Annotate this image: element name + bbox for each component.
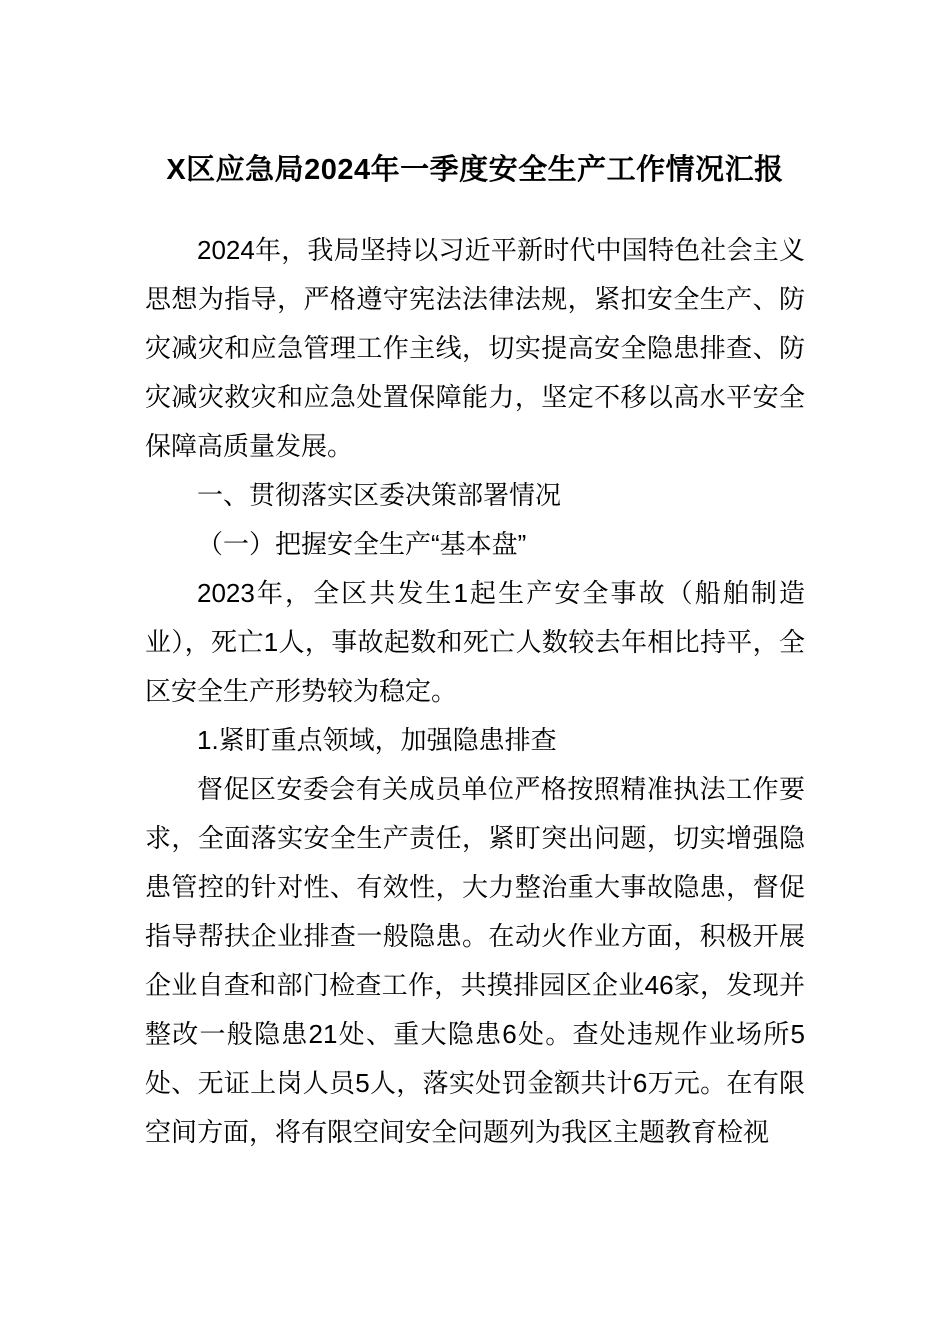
paragraph-accident-stats: 2023年，全区共发生1起生产安全事故（船舶制造业），死亡1人，事故起数和死亡人数较去年相比持平，全区安全生产形势较为稳定。: [145, 578, 805, 706]
paragraph-inspection-details: 督促区安委会有关成员单位严格按照精准执法工作要求，全面落实安全生产责任，紧盯突出问题，切实增强隐患管控的针对性、有效性，大力整治重大事故隐患，督促指导帮扶企业排查一般隐患。在动火作业方面，积极开展企业自查和部门检查工作，共摸排园区企业46家，发现并整改一般隐患21处、重大隐患6处。查处违规作业场所5处、无证上岗人员5人，落实处罚金额共计6万元。在有限空间方面，将有限空间安全问题列为我区主题教育检视: [145, 774, 805, 1147]
heading-subsection-one: （一）把握安全生产“基本盘”: [197, 529, 527, 559]
heading-section-one: 一、贯彻落实区委决策部署情况: [197, 480, 562, 510]
document-title: X区应急局2024年一季度安全生产工作情况汇报: [166, 154, 784, 186]
heading-point-one: 1.紧盯重点领域，加强隐患排查: [197, 725, 557, 755]
paragraph-intro: 2024年，我局坚持以习近平新时代中国特色社会主义思想为指导，严格遵守宪法法律法规，紧扣安全生产、防灾减灾和应急管理工作主线，切实提高安全隐患排查、防灾减灾救灾和应急处置保障能力，坚定不移以高水平安全保障高质量发展。: [145, 235, 805, 461]
